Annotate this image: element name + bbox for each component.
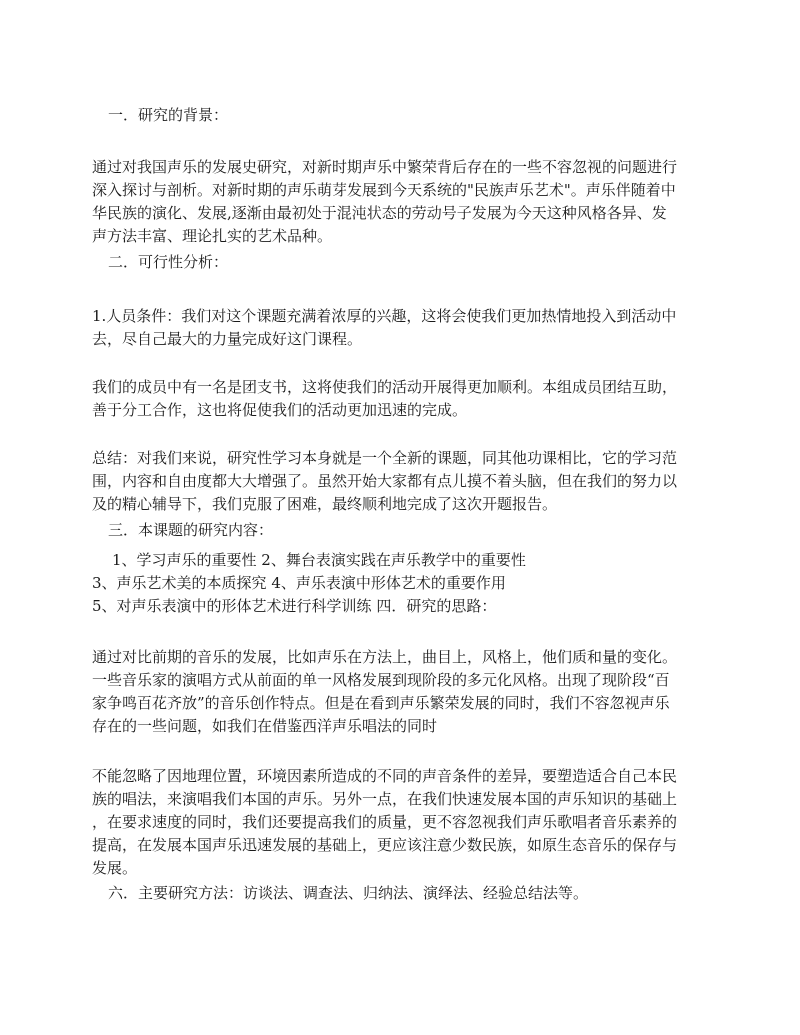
text-line: 通过对我国声乐的发展史研究，对新时期声乐中繁荣背后存在的一些不容忽视的问题进行 [92, 158, 678, 176]
text-line: 去，尽自己最大的力量完成好这门课程。 [92, 330, 363, 348]
text-line: 善于分工合作，这也将促使我们的活动更加迅速的完成。 [92, 401, 468, 419]
text-line: 我们的成员中有一名是团支书，这将使我们的活动开展得更加顺利。本组成员团结互助， [92, 378, 678, 396]
text-line: 声方法丰富、理论扎实的艺术品种。 [92, 227, 333, 245]
text-line: 围，内容和自由度都大大增强了。虽然开始大家都有点儿摸不着头脑，但在我们的努力以 [92, 472, 678, 490]
text-line: 存在的一些问题，如我们在借鉴西洋声乐唱法的同时 [92, 717, 438, 735]
text-line: 提高，在发展本国声乐迅速发展的基础上，更应该注意少数民族，如原生态音乐的保存与 [92, 836, 678, 854]
text-line: 深入探讨与剖析。对新时期的声乐萌芽发展到今天系统的"民族声乐艺术"。声乐伴随着中 [92, 181, 676, 199]
text-line: 华民族的演化、发展,逐渐由最初处于混沌状态的劳动号子发展为今天这种风格各异、发 [92, 204, 667, 222]
text-line: 发展。 [92, 859, 138, 877]
text-line: 及的精心辅导下，我们克服了困难，最终顺利地完成了这次开题报告。 [92, 495, 558, 513]
list-item: 1、学习声乐的重要性 2、舞台表演实践在声乐教学中的重要性 [112, 551, 526, 569]
heading-background: 一．研究的背景： [108, 106, 229, 124]
heading-research-content: 三．本课题的研究内容： [108, 521, 274, 539]
text-line: 不能忽略了因地理位置，环境因素所造成的不同的声音条件的差异，要塑造适合自己本民 [92, 767, 678, 785]
text-line: 通过对比前期的音乐的发展，比如声乐在方法上，曲目上，风格上，他们质和量的变化。 [92, 648, 678, 666]
text-line: 总结：对我们来说，研究性学习本身就是一个全新的课题，同其他功课相比，它的学习范 [92, 449, 678, 467]
list-item: 5、对声乐表演中的形体艺术进行科学训练 四．研究的思路： [92, 597, 497, 615]
heading-feasibility: 二．可行性分析： [108, 253, 229, 271]
text-line: ，在要求速度的同时，我们还要提高我们的质量，更不容忽视我们声乐歌唱者音乐素养的 [92, 813, 678, 831]
list-item: 3、声乐艺术美的本质探究 4、声乐表演中形体艺术的重要作用 [92, 574, 506, 592]
text-line: 一些音乐家的演唱方式从前面的单一风格发展到现阶段的多元化风格。出现了现阶段“百 [92, 671, 670, 689]
text-line: 1.人员条件：我们对这个课题充满着浓厚的兴趣，这将会使我们更加热情地投入到活动中 [92, 307, 677, 325]
text-line: 族的唱法，来演唱我们本国的声乐。另外一点，在我们快速发展本国的声乐知识的基础上 [92, 790, 678, 808]
heading-methods: 六．主要研究方法：访谈法、调查法、归纳法、演绎法、经验总结法等。 [108, 884, 589, 902]
text-line: 家争鸣百花齐放”的音乐创作特点。但是在看到声乐繁荣发展的同时，我们不容忽视声乐 [92, 694, 670, 712]
